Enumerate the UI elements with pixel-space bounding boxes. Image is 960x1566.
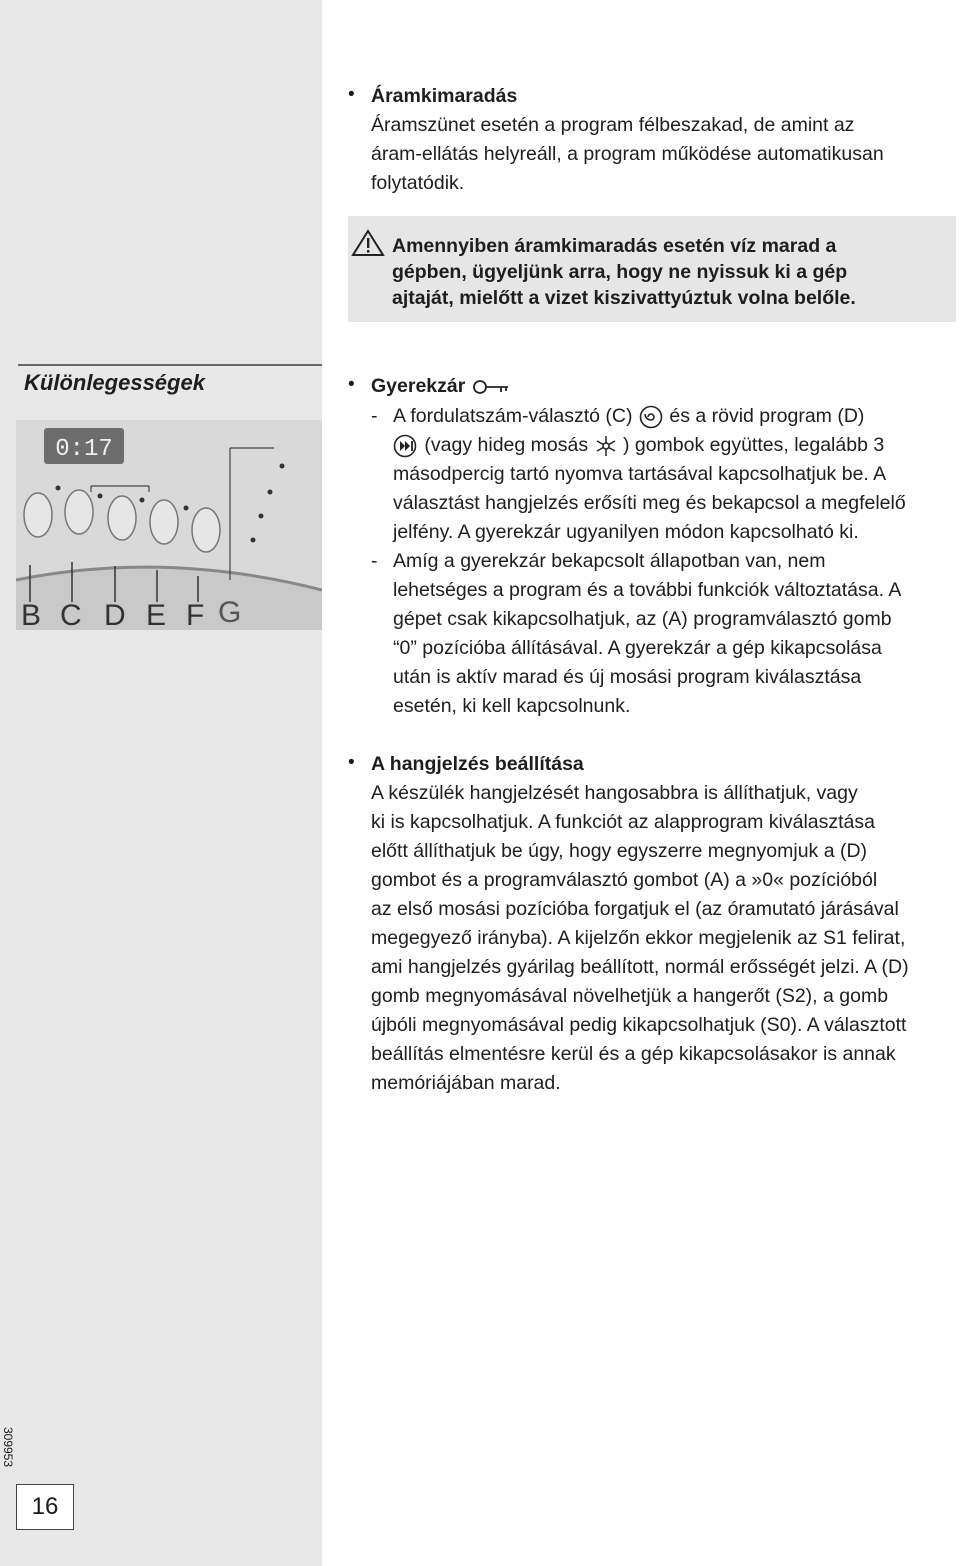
sound-line-11: memóriájában marad.: [371, 1072, 561, 1094]
child-lock-title: Gyerekzár: [371, 375, 466, 397]
spin-icon: [638, 404, 664, 430]
child-lock-item2-line-3: gépet csak kikapcsolhatjuk, az (A) programválasztó gomb: [393, 608, 892, 630]
child-lock-item1-line-1: A fordulatszám-választó (C) és a rövid program (D): [393, 402, 864, 431]
button-f: [192, 508, 220, 552]
panel-label-c: C: [60, 599, 82, 630]
warning-icon: [351, 229, 385, 257]
warning-line-3: ajtaját, mielőtt a vizet kiszivattyúztuk volna belőle.: [392, 287, 856, 309]
sound-line-9: újbóli megnyomásával pedig kikapcsolhatjuk (S0). A választott: [371, 1014, 907, 1036]
sound-line-3: előtt állíthatjuk be úgy, hogy egyszerre megnyomjuk a (D): [371, 840, 868, 862]
power-outage-line-1: Áramszünet esetén a program félbeszakad, de amint az: [371, 114, 855, 136]
panel-label-g: G: [218, 596, 242, 629]
power-outage-line-2: áram-ellátás helyreáll, a program működése automatikusan: [371, 143, 884, 165]
sound-title: A hangjelzés beállítása: [371, 753, 584, 775]
warning-line-2: gépben, ügyeljünk arra, hogy ne nyissuk ki a gép: [392, 261, 848, 283]
sound-line-5: az első mosási pozícióba forgatjuk el (az óramutató járásával: [371, 898, 899, 920]
snowflake-icon: [594, 434, 618, 458]
sound-line-2: ki is kapcsolhatjuk. A funkciót az alapprogram kiválasztása: [371, 811, 876, 833]
page-number: 16: [16, 1484, 74, 1530]
warning-line-1: Amennyiben áramkimaradás esetén víz marad a: [392, 235, 837, 257]
button-d: [108, 496, 136, 540]
sound-line-6: megegyező irányba). A kijelzőn ekkor megjelenik az S1 felirat,: [371, 927, 906, 949]
panel-label-b: B: [21, 599, 42, 630]
child-lock-item2-line-5: után is aktív marad és új mosási program kiválasztása: [393, 666, 862, 688]
button-b: [24, 493, 52, 537]
section-divider: [18, 364, 322, 366]
child-lock-item2-line-1: Amíg a gyerekzár bekapcsolt állapotban van, nem: [393, 550, 826, 572]
short-program-icon: [393, 433, 419, 459]
key-icon: [471, 377, 511, 397]
child-lock-item2-line-6: esetén, ki kell kapcsolnunk.: [393, 695, 631, 717]
sound-line-4: gombot és a programválasztó gombot (A) a »0« pozícióból: [371, 869, 878, 891]
warning-text: [392, 233, 932, 311]
power-outage-title: Áramkimaradás: [371, 85, 518, 107]
child-lock-item1-line-3: másodpercig tartó nyomva tartásával kapcsolhatjuk be. A: [393, 463, 887, 485]
bullet: •: [348, 84, 355, 105]
bullet: •: [348, 752, 355, 773]
panel-label-d: D: [104, 599, 126, 630]
dash: -: [371, 405, 378, 427]
button-e: [150, 500, 178, 544]
display-value: 0:17: [55, 436, 113, 463]
sound-line-8: gomb megnyomásával növelhetjük a hangerőt (S2), a gomb: [371, 985, 889, 1007]
bullet: •: [348, 374, 355, 395]
control-panel-illustration: [16, 420, 322, 630]
child-lock-item1-line-4: választást hangjelzés erősíti meg és bekapcsol a megfelelő: [393, 492, 906, 514]
child-lock-item1-line-5: jelfény. A gyerekzár ugyanilyen módon kapcsolható ki.: [393, 521, 859, 543]
left-sidebar: [0, 0, 322, 1566]
panel-label-f: F: [186, 599, 205, 630]
child-lock-heading: [371, 372, 511, 401]
power-outage-line-3: folytatódik.: [371, 172, 465, 194]
child-lock-item2-line-4: “0” pozícióba állításával. A gyerekzár a gép kikapcsolása: [393, 637, 882, 659]
dash: -: [371, 550, 378, 572]
section-title: Különlegességek: [24, 370, 205, 395]
panel-label-e: E: [146, 599, 167, 630]
child-lock-item2-line-2: lehetséges a program és a további funkciók változtatása. A: [393, 579, 902, 601]
child-lock-item1-line-2: (vagy hideg mosás ) gombok együttes, legalább 3: [393, 431, 884, 460]
sound-line-10: beállítás elmentésre kerül és a gép kikapcsolásakor is annak: [371, 1043, 896, 1065]
document-code: 309953: [1, 1426, 16, 1468]
sound-line-1: A készülék hangjelzését hangosabbra is állíthatjuk, vagy: [371, 782, 858, 804]
sound-line-7: ami hangjelzés gyárilag beállított, normál erősségét jelzi. A (D): [371, 956, 909, 978]
button-c: [65, 490, 93, 534]
